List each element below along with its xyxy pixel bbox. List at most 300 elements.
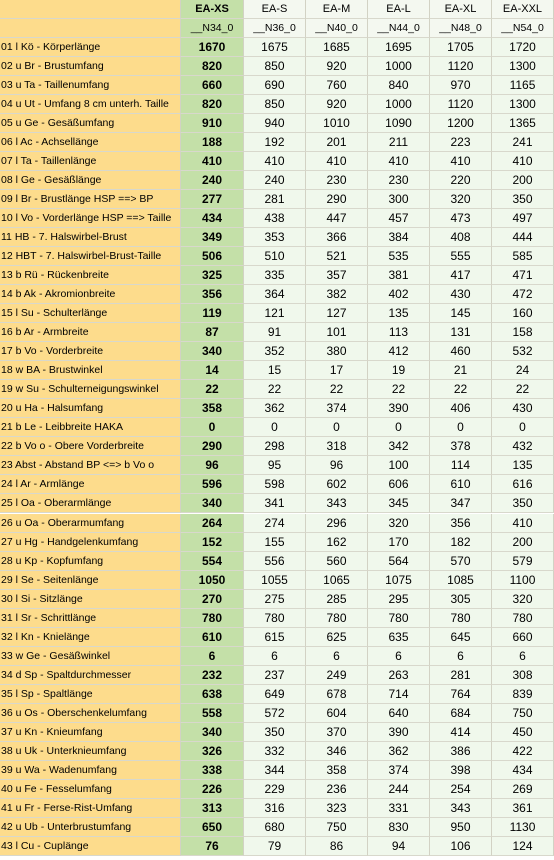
value-cell[interactable]: 606 — [368, 475, 430, 494]
column-header[interactable]: EA-XL — [430, 0, 492, 19]
value-cell[interactable]: 24 — [492, 361, 554, 380]
measurement-name-cell[interactable]: 42 u Ub - Unterbrustumfang — [0, 818, 181, 837]
value-cell[interactable]: 232 — [181, 666, 244, 685]
value-cell[interactable]: 101 — [306, 323, 368, 342]
value-cell[interactable]: 0 — [368, 418, 430, 437]
value-cell[interactable]: 121 — [244, 304, 306, 323]
value-cell[interactable]: 406 — [430, 399, 492, 418]
value-cell[interactable]: 201 — [306, 133, 368, 152]
measurement-name-cell[interactable]: 27 u Hg - Handgelenkumfang — [0, 533, 181, 552]
value-cell[interactable]: 432 — [492, 437, 554, 456]
value-cell[interactable]: 764 — [430, 685, 492, 704]
measurement-name-cell[interactable]: 11 HB - 7. Halswirbel-Brust — [0, 228, 181, 247]
value-cell[interactable]: 211 — [368, 133, 430, 152]
value-cell[interactable]: 113 — [368, 323, 430, 342]
measurement-name-cell[interactable]: 37 u Kn - Knieumfang — [0, 723, 181, 742]
value-cell[interactable]: 650 — [181, 818, 244, 837]
value-cell[interactable]: 96 — [181, 456, 244, 475]
value-cell[interactable]: 277 — [181, 190, 244, 209]
measurement-name-cell[interactable]: 43 l Cu - Cuplänge — [0, 837, 181, 856]
measurement-name-cell[interactable]: 20 u Ha - Halsumfang — [0, 399, 181, 418]
value-cell[interactable]: 402 — [368, 285, 430, 304]
value-cell[interactable]: 660 — [492, 628, 554, 647]
value-cell[interactable]: 473 — [430, 209, 492, 228]
value-cell[interactable]: 200 — [492, 171, 554, 190]
value-cell[interactable]: 558 — [181, 704, 244, 723]
value-cell[interactable]: 356 — [181, 285, 244, 304]
value-cell[interactable]: 350 — [492, 190, 554, 209]
value-cell[interactable]: 347 — [430, 494, 492, 513]
value-cell[interactable]: 556 — [244, 552, 306, 571]
measurement-name-cell[interactable]: 24 l Ar - Armlänge — [0, 475, 181, 494]
measurement-name-cell[interactable]: 22 b Vo o - Obere Vorderbreite — [0, 437, 181, 456]
value-cell[interactable]: 335 — [244, 266, 306, 285]
value-cell[interactable]: 417 — [430, 266, 492, 285]
value-cell[interactable]: 22 — [492, 380, 554, 399]
value-cell[interactable]: 920 — [306, 95, 368, 114]
value-cell[interactable]: 229 — [244, 780, 306, 799]
value-cell[interactable]: 240 — [244, 171, 306, 190]
value-cell[interactable]: 640 — [368, 704, 430, 723]
value-cell[interactable]: 390 — [368, 723, 430, 742]
value-cell[interactable]: 270 — [181, 590, 244, 609]
value-cell[interactable]: 616 — [492, 475, 554, 494]
value-cell[interactable]: 910 — [181, 114, 244, 133]
value-cell[interactable]: 1130 — [492, 818, 554, 837]
value-cell[interactable]: 1670 — [181, 38, 244, 57]
value-cell[interactable]: 300 — [368, 190, 430, 209]
measurement-name-cell[interactable]: 30 l Si - Sitzlänge — [0, 590, 181, 609]
measurement-name-cell[interactable]: 01 l Kö - Körperlänge — [0, 38, 181, 57]
value-cell[interactable]: 678 — [306, 685, 368, 704]
value-cell[interactable]: 579 — [492, 552, 554, 571]
measurement-name-cell[interactable]: 03 u Ta - Taillenumfang — [0, 76, 181, 95]
value-cell[interactable]: 343 — [430, 799, 492, 818]
value-cell[interactable]: 1120 — [430, 95, 492, 114]
value-cell[interactable]: 237 — [244, 666, 306, 685]
measurement-name-cell[interactable]: 18 w BA - Brustwinkel — [0, 361, 181, 380]
value-cell[interactable]: 254 — [430, 780, 492, 799]
measurement-name-cell[interactable]: 40 u Fe - Fesselumfang — [0, 780, 181, 799]
value-cell[interactable]: 750 — [492, 704, 554, 723]
value-cell[interactable]: 14 — [181, 361, 244, 380]
value-cell[interactable]: 182 — [430, 533, 492, 552]
value-cell[interactable]: 1000 — [368, 57, 430, 76]
value-cell[interactable]: 357 — [306, 266, 368, 285]
value-cell[interactable]: 162 — [306, 533, 368, 552]
value-cell[interactable]: 6 — [430, 647, 492, 666]
value-cell[interactable]: 281 — [430, 666, 492, 685]
value-cell[interactable]: 430 — [492, 399, 554, 418]
value-cell[interactable]: 281 — [244, 190, 306, 209]
column-subheader[interactable]: __N40_0 — [306, 19, 368, 38]
value-cell[interactable]: 472 — [492, 285, 554, 304]
value-cell[interactable]: 155 — [244, 533, 306, 552]
measurement-name-cell[interactable]: 05 u Ge - Gesäßumfang — [0, 114, 181, 133]
value-cell[interactable]: 296 — [306, 514, 368, 533]
value-cell[interactable]: 298 — [244, 437, 306, 456]
value-cell[interactable]: 145 — [430, 304, 492, 323]
measurement-name-cell[interactable]: 15 l Su - Schulterlänge — [0, 304, 181, 323]
value-cell[interactable]: 1055 — [244, 571, 306, 590]
value-cell[interactable]: 350 — [244, 723, 306, 742]
value-cell[interactable]: 152 — [181, 533, 244, 552]
value-cell[interactable]: 497 — [492, 209, 554, 228]
value-cell[interactable]: 0 — [244, 418, 306, 437]
column-subheader[interactable]: __N48_0 — [430, 19, 492, 38]
value-cell[interactable]: 362 — [368, 742, 430, 761]
measurement-name-cell[interactable]: 26 u Oa - Oberarmumfang — [0, 514, 181, 533]
value-cell[interactable]: 850 — [244, 57, 306, 76]
measurement-name-cell[interactable]: 14 b Ak - Akromionbreite — [0, 285, 181, 304]
value-cell[interactable]: 438 — [244, 209, 306, 228]
value-cell[interactable]: 313 — [181, 799, 244, 818]
value-cell[interactable]: 95 — [244, 456, 306, 475]
value-cell[interactable]: 87 — [181, 323, 244, 342]
value-cell[interactable]: 1000 — [368, 95, 430, 114]
value-cell[interactable]: 645 — [430, 628, 492, 647]
measurement-name-cell[interactable]: 32 l Kn - Knielänge — [0, 628, 181, 647]
value-cell[interactable]: 1165 — [492, 76, 554, 95]
value-cell[interactable]: 356 — [430, 514, 492, 533]
measurement-name-cell[interactable]: 35 l Sp - Spaltlänge — [0, 685, 181, 704]
value-cell[interactable]: 920 — [306, 57, 368, 76]
measurement-name-cell[interactable]: 16 b Ar - Armbreite — [0, 323, 181, 342]
column-header[interactable]: EA-XS — [181, 0, 244, 19]
value-cell[interactable]: 378 — [430, 437, 492, 456]
value-cell[interactable]: 414 — [430, 723, 492, 742]
column-subheader[interactable]: __N34_0 — [181, 19, 244, 38]
value-cell[interactable]: 331 — [368, 799, 430, 818]
value-cell[interactable]: 114 — [430, 456, 492, 475]
value-cell[interactable]: 22 — [368, 380, 430, 399]
value-cell[interactable]: 410 — [430, 152, 492, 171]
measurement-name-cell[interactable]: 12 HBT - 7. Halswirbel-Brust-Taille — [0, 247, 181, 266]
value-cell[interactable]: 471 — [492, 266, 554, 285]
value-cell[interactable]: 353 — [244, 228, 306, 247]
value-cell[interactable]: 1075 — [368, 571, 430, 590]
measurement-name-cell[interactable]: 38 u Uk - Unterknieumfang — [0, 742, 181, 761]
value-cell[interactable]: 714 — [368, 685, 430, 704]
value-cell[interactable]: 1705 — [430, 38, 492, 57]
value-cell[interactable]: 820 — [181, 57, 244, 76]
value-cell[interactable]: 350 — [492, 494, 554, 513]
measurement-name-cell[interactable]: 39 u Wa - Wadenumfang — [0, 761, 181, 780]
value-cell[interactable]: 780 — [492, 609, 554, 628]
value-cell[interactable]: 1675 — [244, 38, 306, 57]
measurement-name-cell[interactable]: 02 u Br - Brustumfang — [0, 57, 181, 76]
value-cell[interactable]: 100 — [368, 456, 430, 475]
value-cell[interactable]: 352 — [244, 342, 306, 361]
value-cell[interactable]: 6 — [368, 647, 430, 666]
value-cell[interactable]: 345 — [368, 494, 430, 513]
value-cell[interactable]: 274 — [244, 514, 306, 533]
value-cell[interactable]: 570 — [430, 552, 492, 571]
value-cell[interactable]: 830 — [368, 818, 430, 837]
value-cell[interactable]: 381 — [368, 266, 430, 285]
measurement-name-cell[interactable]: 33 w Ge - Gesäßwinkel — [0, 647, 181, 666]
value-cell[interactable]: 680 — [244, 818, 306, 837]
measurement-name-cell[interactable]: 09 l Br - Brustlänge HSP ==> BP — [0, 190, 181, 209]
value-cell[interactable]: 382 — [306, 285, 368, 304]
measurement-name-cell[interactable]: 25 l Oa - Oberarmlänge — [0, 494, 181, 513]
value-cell[interactable]: 22 — [244, 380, 306, 399]
value-cell[interactable]: 602 — [306, 475, 368, 494]
value-cell[interactable]: 554 — [181, 552, 244, 571]
measurement-name-cell[interactable]: 19 w Su - Schulterneigungswinkel — [0, 380, 181, 399]
value-cell[interactable]: 370 — [306, 723, 368, 742]
value-cell[interactable]: 506 — [181, 247, 244, 266]
measurement-name-cell[interactable]: 06 l Ac - Achsellänge — [0, 133, 181, 152]
value-cell[interactable]: 940 — [244, 114, 306, 133]
value-cell[interactable]: 0 — [306, 418, 368, 437]
value-cell[interactable]: 340 — [181, 342, 244, 361]
value-cell[interactable]: 760 — [306, 76, 368, 95]
value-cell[interactable]: 94 — [368, 837, 430, 856]
value-cell[interactable]: 22 — [181, 380, 244, 399]
value-cell[interactable]: 1100 — [492, 571, 554, 590]
value-cell[interactable]: 6 — [306, 647, 368, 666]
value-cell[interactable]: 750 — [306, 818, 368, 837]
measurement-name-cell[interactable]: 07 l Ta - Taillenlänge — [0, 152, 181, 171]
value-cell[interactable]: 131 — [430, 323, 492, 342]
value-cell[interactable]: 635 — [368, 628, 430, 647]
value-cell[interactable]: 106 — [430, 837, 492, 856]
value-cell[interactable]: 366 — [306, 228, 368, 247]
value-cell[interactable]: 434 — [492, 761, 554, 780]
value-cell[interactable]: 192 — [244, 133, 306, 152]
column-header[interactable]: EA-S — [244, 0, 306, 19]
value-cell[interactable]: 1200 — [430, 114, 492, 133]
value-cell[interactable]: 1300 — [492, 95, 554, 114]
measurement-name-cell[interactable]: 10 l Vo - Vorderlänge HSP ==> Taille — [0, 209, 181, 228]
value-cell[interactable]: 564 — [368, 552, 430, 571]
value-cell[interactable]: 598 — [244, 475, 306, 494]
value-cell[interactable]: 285 — [306, 590, 368, 609]
value-cell[interactable]: 460 — [430, 342, 492, 361]
value-cell[interactable]: 76 — [181, 837, 244, 856]
value-cell[interactable]: 1695 — [368, 38, 430, 57]
value-cell[interactable]: 135 — [492, 456, 554, 475]
value-cell[interactable]: 188 — [181, 133, 244, 152]
value-cell[interactable]: 1050 — [181, 571, 244, 590]
value-cell[interactable]: 410 — [492, 152, 554, 171]
value-cell[interactable]: 22 — [430, 380, 492, 399]
value-cell[interactable]: 410 — [368, 152, 430, 171]
value-cell[interactable]: 119 — [181, 304, 244, 323]
value-cell[interactable]: 444 — [492, 228, 554, 247]
value-cell[interactable]: 340 — [181, 494, 244, 513]
value-cell[interactable]: 555 — [430, 247, 492, 266]
value-cell[interactable]: 1065 — [306, 571, 368, 590]
value-cell[interactable]: 323 — [306, 799, 368, 818]
value-cell[interactable]: 950 — [430, 818, 492, 837]
value-cell[interactable]: 79 — [244, 837, 306, 856]
value-cell[interactable]: 19 — [368, 361, 430, 380]
value-cell[interactable]: 532 — [492, 342, 554, 361]
value-cell[interactable]: 341 — [244, 494, 306, 513]
value-cell[interactable]: 625 — [306, 628, 368, 647]
value-cell[interactable]: 249 — [306, 666, 368, 685]
subheader-corner-cell[interactable] — [0, 19, 181, 38]
column-subheader[interactable]: __N36_0 — [244, 19, 306, 38]
value-cell[interactable]: 200 — [492, 533, 554, 552]
value-cell[interactable]: 91 — [244, 323, 306, 342]
column-subheader[interactable]: __N54_0 — [492, 19, 554, 38]
value-cell[interactable]: 358 — [306, 761, 368, 780]
value-cell[interactable]: 241 — [492, 133, 554, 152]
value-cell[interactable]: 263 — [368, 666, 430, 685]
value-cell[interactable]: 780 — [430, 609, 492, 628]
value-cell[interactable]: 135 — [368, 304, 430, 323]
value-cell[interactable]: 0 — [430, 418, 492, 437]
value-cell[interactable]: 450 — [492, 723, 554, 742]
value-cell[interactable]: 684 — [430, 704, 492, 723]
value-cell[interactable]: 343 — [306, 494, 368, 513]
value-cell[interactable]: 649 — [244, 685, 306, 704]
value-cell[interactable]: 21 — [430, 361, 492, 380]
value-cell[interactable]: 320 — [368, 514, 430, 533]
value-cell[interactable]: 521 — [306, 247, 368, 266]
value-cell[interactable]: 349 — [181, 228, 244, 247]
value-cell[interactable]: 398 — [430, 761, 492, 780]
value-cell[interactable]: 223 — [430, 133, 492, 152]
value-cell[interactable]: 6 — [492, 647, 554, 666]
value-cell[interactable]: 220 — [430, 171, 492, 190]
value-cell[interactable]: 572 — [244, 704, 306, 723]
value-cell[interactable]: 1120 — [430, 57, 492, 76]
value-cell[interactable]: 386 — [430, 742, 492, 761]
value-cell[interactable]: 638 — [181, 685, 244, 704]
value-cell[interactable]: 374 — [306, 399, 368, 418]
value-cell[interactable]: 316 — [244, 799, 306, 818]
value-cell[interactable]: 1365 — [492, 114, 554, 133]
value-cell[interactable]: 170 — [368, 533, 430, 552]
value-cell[interactable]: 690 — [244, 76, 306, 95]
value-cell[interactable]: 840 — [368, 76, 430, 95]
value-cell[interactable]: 264 — [181, 514, 244, 533]
value-cell[interactable]: 320 — [492, 590, 554, 609]
value-cell[interactable]: 358 — [181, 399, 244, 418]
column-header[interactable]: EA-M — [306, 0, 368, 19]
column-header[interactable]: EA-XXL — [492, 0, 554, 19]
value-cell[interactable]: 610 — [181, 628, 244, 647]
value-cell[interactable]: 457 — [368, 209, 430, 228]
value-cell[interactable]: 410 — [244, 152, 306, 171]
value-cell[interactable]: 820 — [181, 95, 244, 114]
value-cell[interactable]: 127 — [306, 304, 368, 323]
value-cell[interactable]: 410 — [306, 152, 368, 171]
value-cell[interactable]: 230 — [306, 171, 368, 190]
value-cell[interactable]: 510 — [244, 247, 306, 266]
measurement-name-cell[interactable]: 04 u Ut - Umfang 8 cm unterh. Taille — [0, 95, 181, 114]
measurement-name-cell[interactable]: 34 d Sp - Spaltdurchmesser — [0, 666, 181, 685]
value-cell[interactable]: 124 — [492, 837, 554, 856]
value-cell[interactable]: 15 — [244, 361, 306, 380]
value-cell[interactable]: 290 — [181, 437, 244, 456]
value-cell[interactable]: 780 — [181, 609, 244, 628]
value-cell[interactable]: 290 — [306, 190, 368, 209]
value-cell[interactable]: 610 — [430, 475, 492, 494]
value-cell[interactable]: 585 — [492, 247, 554, 266]
value-cell[interactable]: 604 — [306, 704, 368, 723]
value-cell[interactable]: 535 — [368, 247, 430, 266]
value-cell[interactable]: 226 — [181, 780, 244, 799]
value-cell[interactable]: 22 — [306, 380, 368, 399]
value-cell[interactable]: 326 — [181, 742, 244, 761]
value-cell[interactable]: 1010 — [306, 114, 368, 133]
value-cell[interactable]: 384 — [368, 228, 430, 247]
value-cell[interactable]: 362 — [244, 399, 306, 418]
value-cell[interactable]: 332 — [244, 742, 306, 761]
value-cell[interactable]: 408 — [430, 228, 492, 247]
value-cell[interactable]: 320 — [430, 190, 492, 209]
value-cell[interactable]: 422 — [492, 742, 554, 761]
value-cell[interactable]: 305 — [430, 590, 492, 609]
value-cell[interactable]: 295 — [368, 590, 430, 609]
value-cell[interactable]: 275 — [244, 590, 306, 609]
measurement-name-cell[interactable]: 13 b Rü - Rückenbreite — [0, 266, 181, 285]
value-cell[interactable]: 410 — [181, 152, 244, 171]
value-cell[interactable]: 269 — [492, 780, 554, 799]
value-cell[interactable]: 434 — [181, 209, 244, 228]
value-cell[interactable]: 338 — [181, 761, 244, 780]
column-subheader[interactable]: __N44_0 — [368, 19, 430, 38]
value-cell[interactable]: 6 — [244, 647, 306, 666]
value-cell[interactable]: 160 — [492, 304, 554, 323]
value-cell[interactable]: 780 — [306, 609, 368, 628]
value-cell[interactable]: 780 — [244, 609, 306, 628]
value-cell[interactable]: 850 — [244, 95, 306, 114]
value-cell[interactable]: 0 — [492, 418, 554, 437]
value-cell[interactable]: 780 — [368, 609, 430, 628]
value-cell[interactable]: 308 — [492, 666, 554, 685]
value-cell[interactable]: 839 — [492, 685, 554, 704]
value-cell[interactable]: 325 — [181, 266, 244, 285]
measurement-name-cell[interactable]: 17 b Vo - Vorderbreite — [0, 342, 181, 361]
value-cell[interactable]: 615 — [244, 628, 306, 647]
value-cell[interactable]: 390 — [368, 399, 430, 418]
measurement-name-cell[interactable]: 31 l Sr - Schrittlänge — [0, 609, 181, 628]
value-cell[interactable]: 361 — [492, 799, 554, 818]
value-cell[interactable]: 412 — [368, 342, 430, 361]
value-cell[interactable]: 1720 — [492, 38, 554, 57]
value-cell[interactable]: 17 — [306, 361, 368, 380]
measurement-name-cell[interactable]: 23 Abst - Abstand BP <=> b Vo o — [0, 456, 181, 475]
value-cell[interactable]: 447 — [306, 209, 368, 228]
value-cell[interactable]: 6 — [181, 647, 244, 666]
value-cell[interactable]: 244 — [368, 780, 430, 799]
value-cell[interactable]: 1090 — [368, 114, 430, 133]
value-cell[interactable]: 86 — [306, 837, 368, 856]
value-cell[interactable]: 970 — [430, 76, 492, 95]
value-cell[interactable]: 344 — [244, 761, 306, 780]
value-cell[interactable]: 1300 — [492, 57, 554, 76]
value-cell[interactable]: 380 — [306, 342, 368, 361]
value-cell[interactable]: 364 — [244, 285, 306, 304]
measurement-name-cell[interactable]: 21 b Le - Leibbreite HAKA — [0, 418, 181, 437]
value-cell[interactable]: 340 — [181, 723, 244, 742]
value-cell[interactable]: 596 — [181, 475, 244, 494]
value-cell[interactable]: 660 — [181, 76, 244, 95]
value-cell[interactable]: 374 — [368, 761, 430, 780]
value-cell[interactable]: 96 — [306, 456, 368, 475]
value-cell[interactable]: 430 — [430, 285, 492, 304]
measurement-name-cell[interactable]: 28 u Kp - Kopfumfang — [0, 552, 181, 571]
value-cell[interactable]: 560 — [306, 552, 368, 571]
value-cell[interactable]: 1085 — [430, 571, 492, 590]
value-cell[interactable]: 0 — [181, 418, 244, 437]
